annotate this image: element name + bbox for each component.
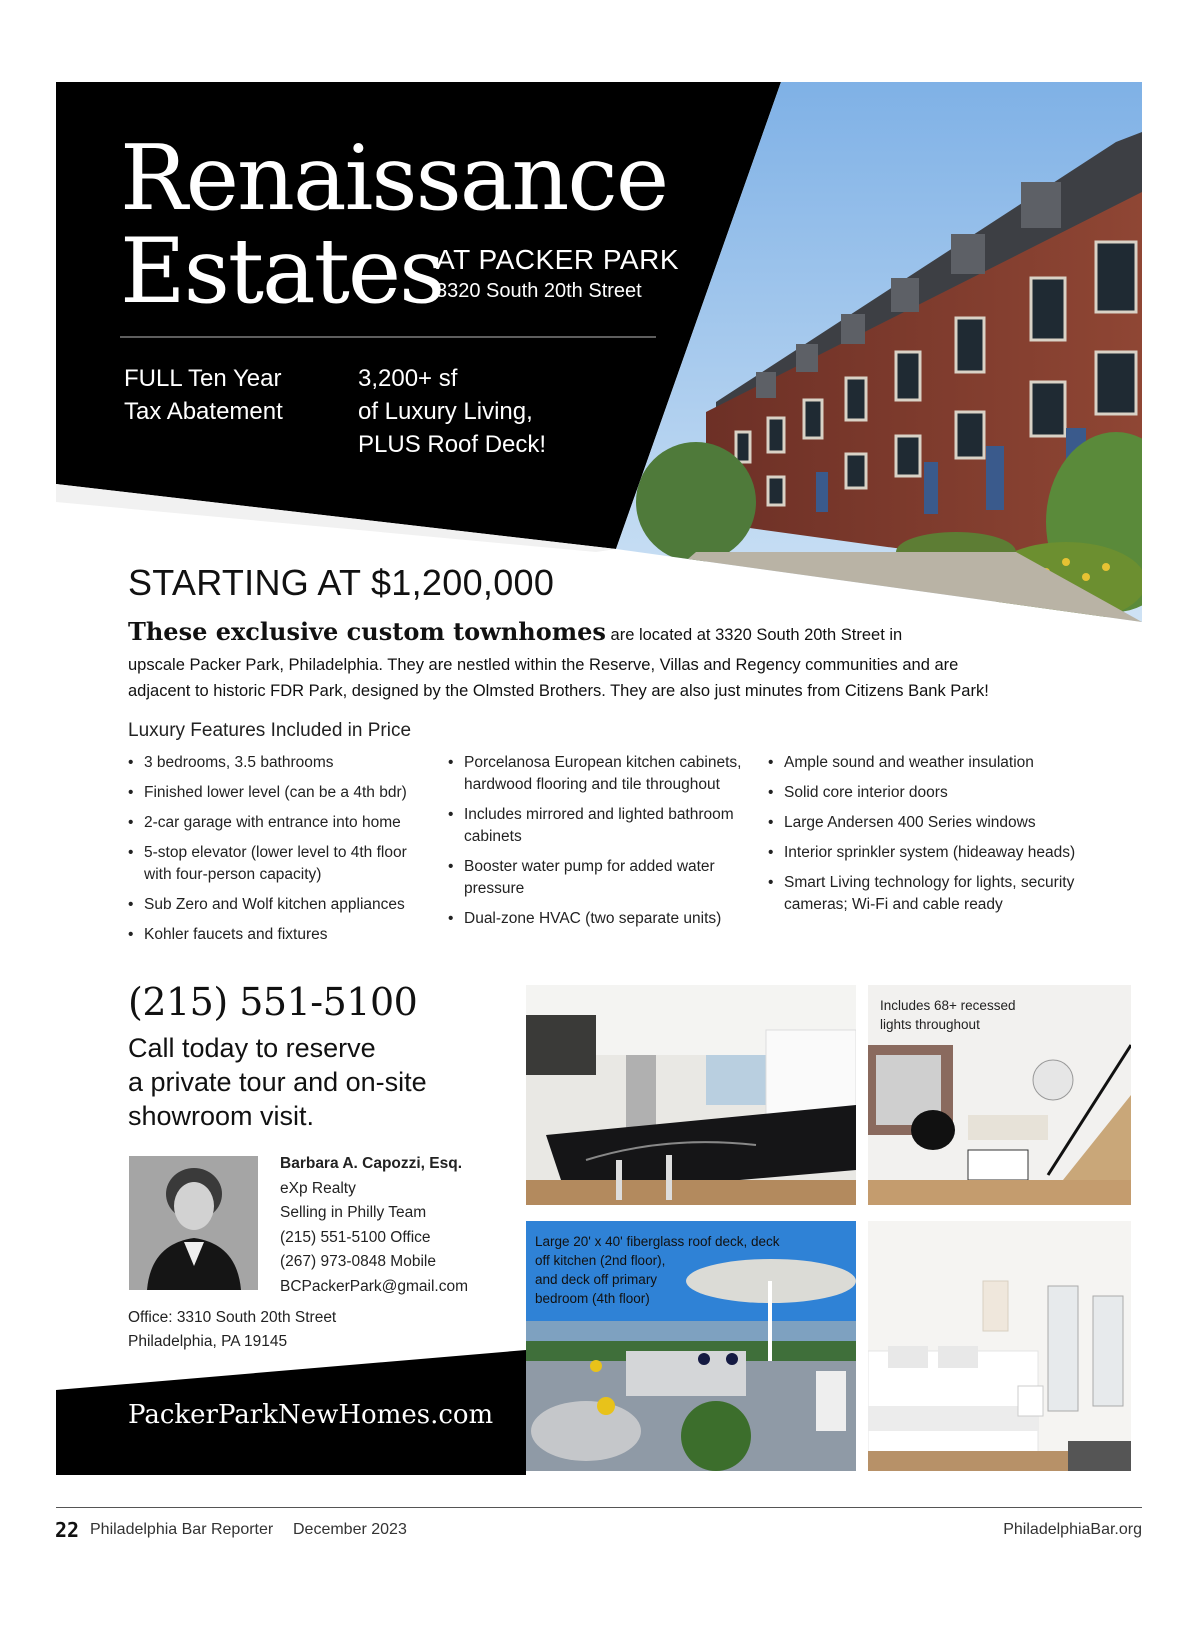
footer-rule [56, 1507, 1142, 1508]
intro-line-3: adjacent to historic FDR Park, designed by the Olmsted Brothers. They are also just minutes from Citizens Bank Park! [128, 682, 989, 700]
agent-email[interactable]: BCPackerPark@gmail.com [280, 1277, 469, 1295]
publication-name: Philadelphia Bar Reporter [90, 1521, 274, 1538]
lights-caption [880, 996, 1015, 1034]
feature-item: • Ample sound and weather insulation [768, 752, 1078, 774]
cta-line-3: showroom visit. [128, 1101, 315, 1131]
website-banner [56, 1300, 526, 1475]
lights-caption-line-2: lights throughout [880, 1017, 980, 1032]
deck-caption-line-3: and deck off primary [535, 1272, 658, 1287]
intro-line-2: upscale Packer Park, Philadelphia. They are nestled within the Reserve, Villas and Regency communities and are [128, 656, 959, 674]
deck-caption [535, 1232, 780, 1308]
location-label: AT PACKER PARK [436, 244, 679, 275]
tax-line-2: Tax Abatement [124, 398, 283, 425]
size-line-2: of Luxury Living, [358, 398, 533, 425]
tax-line-1: FULL Ten Year [124, 365, 282, 392]
agent-team: Selling in Philly Team [280, 1204, 427, 1221]
deck-caption-line-2: off kitchen (2nd floor), [535, 1253, 666, 1268]
cta-line-2: a private tour and on-site [128, 1067, 427, 1097]
cta-line-1: Call today to reserve [128, 1033, 376, 1063]
size-line-1: 3,200+ sf [358, 365, 458, 392]
feature-item: • Interior sprinkler system (hideaway heads) [768, 842, 1078, 864]
agent-office-phone[interactable]: (215) 551-5100 Office [280, 1228, 431, 1246]
deck-caption-line-1: Large 20' x 40' fiberglass roof deck, deck [535, 1234, 780, 1249]
intro-paragraph [128, 616, 1128, 704]
size-line-3: PLUS Roof Deck! [358, 431, 547, 458]
address-label: 3320 South 20th Street [436, 280, 642, 302]
feature-item: • 3 bedrooms, 3.5 bathrooms [128, 752, 428, 774]
feature-item: • Smart Living technology for lights, security cameras; Wi-Fi and cable ready [768, 872, 1078, 916]
title-line-2: Estates [120, 219, 444, 324]
features-column-2 [448, 752, 753, 938]
office-line-2: Philadelphia, PA 19145 [128, 1333, 288, 1350]
publication-date: December 2023 [293, 1521, 407, 1538]
page-number: 22 [55, 1518, 80, 1542]
feature-item: • Kohler faucets and fixtures [128, 924, 428, 946]
feature-item: • Porcelanosa European kitchen cabinets, hardwood flooring and tile throughout [448, 752, 753, 796]
living-space [358, 362, 546, 461]
phone-number[interactable]: (215) 551-5100 [128, 980, 418, 1024]
intro-lead: These exclusive custom townhomes [128, 617, 606, 646]
footer-site[interactable]: PhiladelphiaBar.org [1003, 1521, 1142, 1538]
features-column-1 [128, 752, 428, 954]
kitchen-photo [526, 985, 856, 1205]
feature-item: • Large Andersen 400 Series windows [768, 812, 1078, 834]
bedroom-photo [868, 1221, 1131, 1471]
features-heading: Luxury Features Included in Price [128, 720, 412, 741]
website-link[interactable]: PackerParkNewHomes.com [128, 1400, 494, 1430]
feature-item: • 5-stop elevator (lower level to 4th floor with four-person capacity) [128, 842, 428, 886]
feature-item: • Sub Zero and Wolf kitchen appliances [128, 894, 428, 916]
feature-item: • Dual-zone HVAC (two separate units) [448, 908, 753, 930]
intro-rest: are located at 3320 South 20th Street in [605, 626, 903, 644]
agent-company: eXp Realty [280, 1179, 356, 1197]
feature-item: • Includes mirrored and lighted bathroom cabinets [448, 804, 753, 848]
tax-abatement [124, 362, 283, 428]
title-line-1: Renaissance [120, 126, 668, 231]
deck-caption-line-4: bedroom (4th floor) [535, 1291, 650, 1306]
feature-item: • Solid core interior doors [768, 782, 1078, 804]
call-to-action [128, 1031, 427, 1133]
agent-photo [129, 1156, 258, 1290]
lights-caption-line-1: Includes 68+ recessed [880, 998, 1016, 1013]
agent-name: Barbara A. Capozzi, Esq. [280, 1155, 463, 1172]
feature-item: • Booster water pump for added water pressure [448, 856, 753, 900]
feature-item: • Finished lower level (can be a 4th bdr) [128, 782, 428, 804]
features-column-3 [768, 752, 1078, 924]
hero-banner [56, 82, 1142, 622]
feature-item: • 2-car garage with entrance into home [128, 812, 428, 834]
agent-info [280, 1152, 468, 1299]
office-line-1: Office: 3310 South 20th Street [128, 1309, 337, 1326]
agent-mobile-phone[interactable]: (267) 973-0848 Mobile [280, 1253, 436, 1270]
starting-price: STARTING AT $1,200,000 [128, 562, 555, 603]
